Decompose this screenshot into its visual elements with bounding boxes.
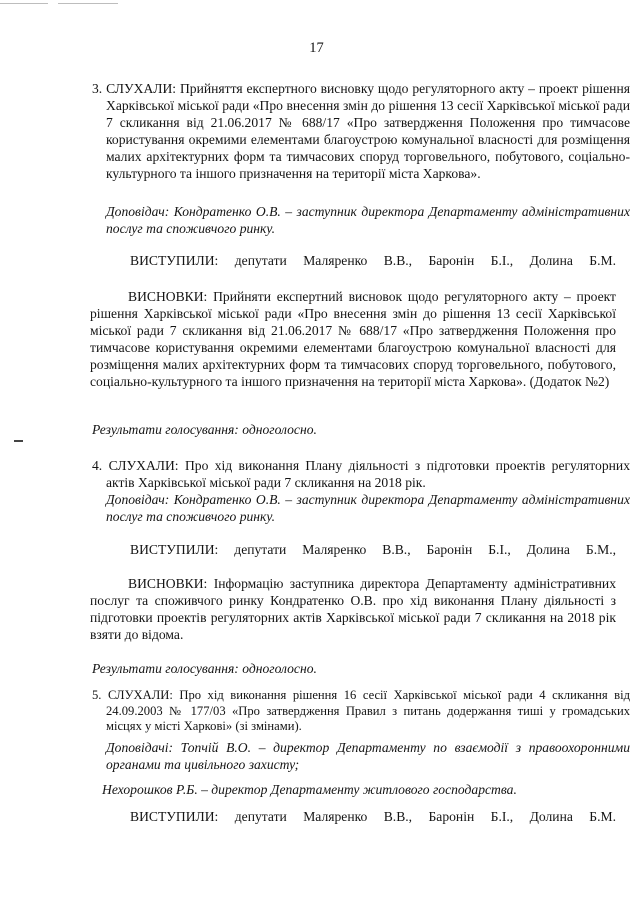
heard-text: Про хід виконання Плану діяльності з підготовки проектів регуляторних актів Харківської міської ради 7 скликання на 2018 рік. xyxy=(106,458,630,490)
item-3-speaker: Доповідач: Кондратенко О.В. – заступник директора Департаменту адміністративних послуг та споживчого ринку. xyxy=(106,204,630,236)
spoke-label: ВИСТУПИЛИ: xyxy=(130,809,219,824)
heard-label: СЛУХАЛИ: xyxy=(108,458,179,473)
conclusions-text: Прийняти експертний висновок щодо регуляторного акту – проект рішення Харківської міської ради «Про внесення змін до рішення 13 сесії Харківської міської ради 7 скликання від 21.06.2017 № 688/17 «Про затвердження Положення про тимчасове користування окремими елементами благоустрою комунальної власності для розміщення малих архітектурних форм та тимчасових споруд торговельного, побутового, соціально-культурного та іншого призначення на території міста Харкова». (Додаток №2) xyxy=(90,289,616,389)
item-3-vote: Результати голосування: одноголосно. xyxy=(92,422,317,437)
heard-label: СЛУХАЛИ: xyxy=(107,688,173,702)
conclusions-label: ВИСНОВКИ: xyxy=(128,576,208,591)
scan-edge-line xyxy=(58,3,118,4)
spoke-text: депутати Маляренко В.В., Баронін Б.І., Долина Б.М. xyxy=(234,253,616,268)
item-5-speaker: Доповідачі: Топчій В.О. – директор Департаменту по взаємодії з правоохоронними органами та цивільного захисту; xyxy=(106,740,630,772)
item-4-spoke xyxy=(92,541,616,558)
page-number: 17 xyxy=(309,40,324,56)
spoke-label: ВИСТУПИЛИ: xyxy=(130,542,219,557)
item-4-vote: Результати голосування: одноголосно. xyxy=(92,661,317,676)
scan-edge-line xyxy=(0,3,48,4)
item-5-speaker-2: Нехорошков Р.Б. – директор Департаменту житлового господарства. xyxy=(102,782,517,797)
heard-label: СЛУХАЛИ: xyxy=(106,81,177,96)
item-4-speaker: Доповідач: Кондратенко О.В. – заступник директора Департаменту адміністративних послуг та споживчого ринку. xyxy=(106,492,630,524)
heard-text: Прийняття експертного висновку щодо регуляторного акту – проект рішення Харківської міської ради «Про внесення змін до рішення 13 сесії Харківської міської ради 7 скликання від 21.06.2017 № 688/17 «Про затвердження Положення про тимчасове користування окремими елементами благоустрою комунальної власності для розміщення малих архітектурних форм та тимчасових споруд торговельного, побутового, соціально-культурного та іншого призначення на території міста Харкова». xyxy=(106,81,630,181)
item-5-spoke xyxy=(92,808,616,825)
conclusions-label: ВИСНОВКИ: xyxy=(128,289,208,304)
item-4-heard xyxy=(92,457,630,491)
item-3-heard xyxy=(92,80,630,182)
item-4-conclusions xyxy=(90,575,616,643)
item-number: 4. xyxy=(92,458,103,473)
item-3-conclusions xyxy=(90,288,616,390)
conclusions-text: Інформацію заступника директора Департаменту адміністративних послуг та споживчого ринку Кондратенко О.В. про хід виконання Плану діяльності з підготовки проектів регуляторних актів Харківської міської ради 7 скликання на 2018 рік взяти до відома. xyxy=(90,576,616,642)
spoke-label: ВИСТУПИЛИ: xyxy=(130,253,219,268)
spoke-text: депутати Маляренко В.В., Баронін Б.І., Долина Б.М., xyxy=(234,542,616,557)
scan-mark xyxy=(14,440,23,442)
item-number: 5. xyxy=(92,688,102,702)
item-5-heard xyxy=(92,688,630,735)
item-3-spoke xyxy=(92,252,616,269)
spoke-text: депутати Маляренко В.В., Баронін Б.І., Долина Б.М. xyxy=(234,809,616,824)
heard-text: Про хід виконання рішення 16 сесії Харківської міської ради 4 скликання від 24.09.2003 № 177/03 «Про затвердження Правил з питань додержання тиші у громадських місцях у місті Харкові» (зі змінами). xyxy=(106,688,630,733)
item-number: 3. xyxy=(92,81,103,96)
